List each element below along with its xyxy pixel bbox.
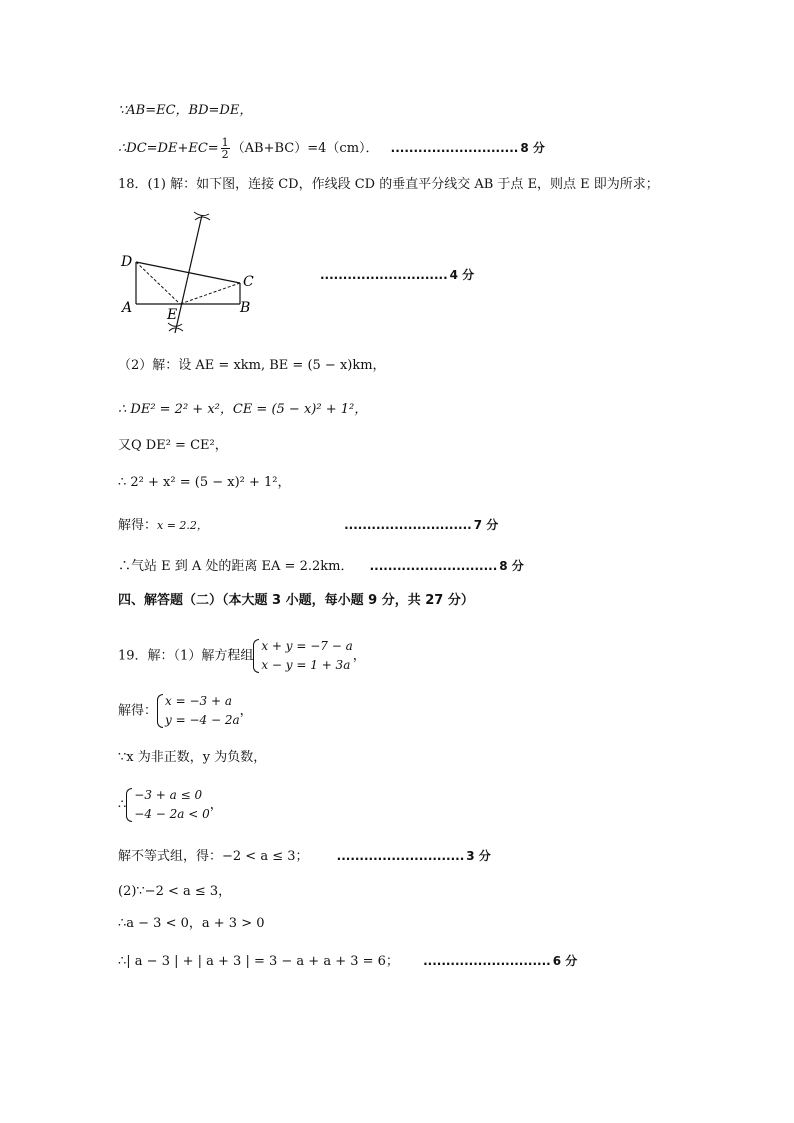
label-d: D [121, 254, 133, 270]
arc-mark-top-1 [194, 212, 209, 216]
line-q19-system: 19．解：（1）解方程组 x + y = −7 − a x − y = 1 + 3a ， [118, 637, 366, 675]
equation-system-2: x = −3 + a y = −4 − 2a [157, 692, 240, 730]
line-abs-result: ∴| a − 3 | + | a + 3 | = 3 − a + a + 3 = 6； ............................ 6 分 [118, 954, 578, 969]
inequality-system: −3 + a ≤ 0 −4 − 2a < 0 [126, 786, 209, 824]
equation-system-1: x + y = −7 − a x − y = 1 + 3a [253, 637, 352, 675]
line-ea-distance: ∴气站 E 到 A 处的距离 EA = 2.2km． ............................ 8 分 [118, 559, 524, 574]
label-a: A [122, 300, 133, 316]
arc-mark-bottom-1 [168, 323, 182, 326]
label-e: E [167, 307, 178, 323]
line-q19-solution: 解得： x = −3 + a y = −4 − 2a ， [118, 692, 253, 730]
fraction-half: $\frac{1}{2}$ [221, 136, 229, 161]
line-de-ce: ∴ DE² = 2² + x²，CE = (5 − x)² + 1²， [118, 402, 368, 417]
label-c: C [243, 274, 254, 290]
line-q18-part1: 18．(1) 解：如下图，连接 CD，作线段 CD 的垂直平分线交 AB 于点 E，则点 E 即为所求； [118, 177, 659, 192]
segment-dc [136, 262, 240, 283]
line-fig-score: ............................ 4 分 [320, 268, 475, 282]
line-equation: ∴ 2² + x² = (5 − x)² + 1²， [118, 475, 291, 490]
line-given: ∵AB=EC，BD=DE， [118, 103, 253, 118]
line-part2-condition: (2)∵−2 < a ≤ 3， [118, 884, 232, 899]
section-heading: 四、解答题（二）（本大题 3 小题，每小题 9 分，共 27 分） [118, 593, 474, 608]
segment-de-dashed [136, 262, 180, 304]
line-conditions: ∵x 为非正数，y 为负数， [118, 750, 267, 765]
line-de-eq-ce: 又Q DE² = CE²， [118, 438, 228, 453]
line-q18-part2: （2）解：设 AE = xkm, BE = (5 − x)km， [118, 358, 386, 373]
arc-mark-top-2 [195, 217, 210, 220]
geometry-figure [118, 205, 268, 345]
line-dc-result: ∴DC=DE+EC= $\frac{1}{2}$ （AB+BC）=4（cm）． ............................ 8 分 [118, 136, 545, 161]
line-inequality-result: 解不等式组，得：−2 < a ≤ 3； ............................ 3 分 [118, 849, 491, 864]
line-signs: ∴a − 3 < 0，a + 3 > 0 [118, 916, 265, 931]
segment-ec-dashed [180, 283, 240, 304]
label-b: B [240, 300, 251, 316]
line-inequality-system: ∴ −3 + a ≤ 0 −4 − 2a < 0 ， [118, 786, 223, 824]
line-solve-x: 解得：x = 2.2， ............................ 7 分 [118, 518, 499, 533]
